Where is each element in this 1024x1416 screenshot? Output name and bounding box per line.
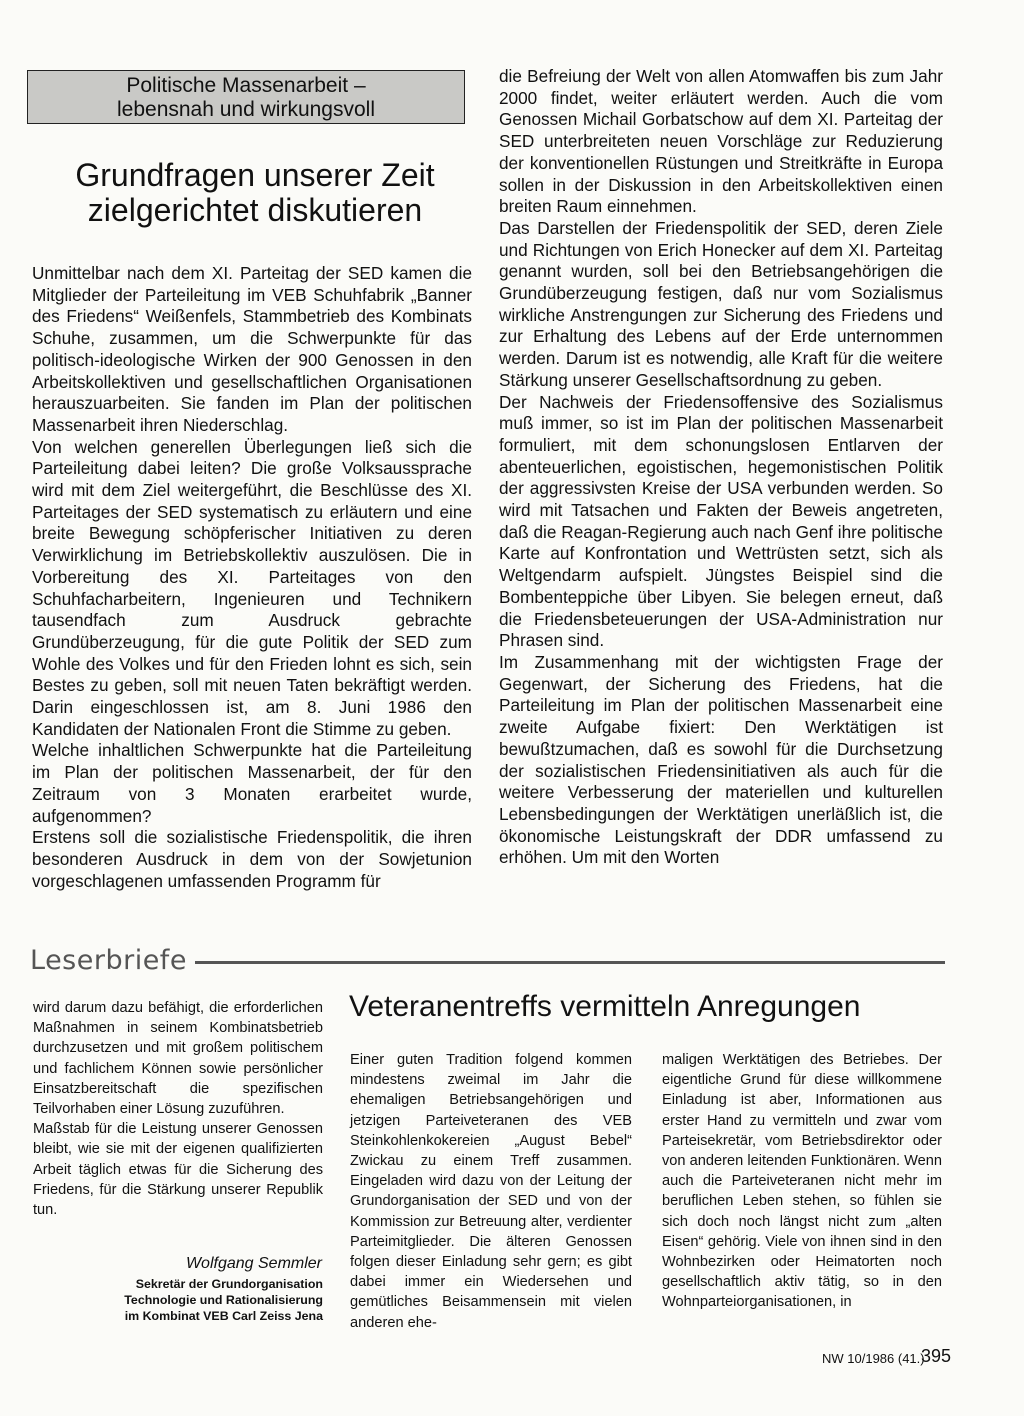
letter-paragraph: wird darum dazu befähigt, die erforderlichen Maßnahmen in seinem Kombinatsbetrieb durchzusetzen und mit großem politischem und fachlichem Können sowie persönlicher Einsatzbereitschaft die spezifischen Teilvorhaben einer Lösung zuzuführen.	[33, 1000, 323, 1118]
headline-line-2: zielgerichtet diskutieren	[87, 192, 423, 228]
article-paragraph: Welche inhaltlichen Schwerpunkte hat die Parteileitung im Plan der politischen Massenarbeit, der für den Zeitraum von 3 Monaten erarbeitet wurde, aufgenommen?	[32, 740, 472, 826]
article-paragraph: Von welchen generellen Überlegungen ließ sich die Parteileitung dabei leiten? Die große Volksaussprache wird mit dem Ziel weitergeführt, die Beschlüsse des XI. Parteitages der SED systematisch zu erläutern und eine breite Bewegung schöpferischer Initiativen zu deren Verwirklichung im Betriebskollektiv auszulösen. Die in Vorbereitung des XI. Parteitages von den Schuhfacharbeitern, Ingenieuren und Technikern tausendfach zum Ausdruck gebrachte Grundüberzeugung, für die gute Politik der SED zum Wohle des Volkes und für den Frieden lohnt es sich, sein Bestes zu geben, soll mit neuen Taten bekräftigt werden. Darin eingeschlossen ist, am 8. Juni 1986 den Kandidaten der Nationalen Front die Stimme zu geben.	[32, 436, 472, 739]
signer-title-line: Technologie und Rationalisierung	[124, 1293, 323, 1307]
kicker-line-2: lebensnah und wirkungsvoll	[117, 98, 375, 121]
veteran-paragraph: Einer guten Tradition folgend kommen mindestens zweimal im Jahr die ehemaligen Betriebsangehörigen und jetzigen Parteiveteranen des VEB Steinkohlenkokereien „August Bebel“ Zwickau zu einem Treff zusammen. Eingeladen wird dazu von der Leitung der Grundorganisation der SED und von der Kommission zur Betreuung alter, verdienter Parteimitglieder. Die älteren Genossen folgen dieser Einladung sehr gern; es gibt dabei immer ein Wiedersehen und gemütliches Beisammensein mit vielen anderen ehe-	[350, 1052, 632, 1331]
letter-signer-name: Wolfgang Semmler	[185, 1255, 322, 1272]
letter-body	[33, 998, 323, 1220]
section-rule	[190, 961, 945, 964]
kicker-box	[27, 70, 465, 124]
letter-signer-title	[90, 1276, 323, 1324]
section-header	[30, 946, 945, 976]
article-paragraph: die Befreiung der Welt von allen Atomwaffen bis zum Jahr 2000 findet, weiter erläutert werden. Auch die vom Genossen Michail Gorbatschow auf dem XI. Parteitag der SED unterbreiteten neuen Vorschläge zur Reduzierung der konventionellen Rüstungen und Streitkräfte in Europa sollen in der Diskussion in den Arbeitskollektiven einen breiten Raum einnehmen.	[499, 66, 943, 217]
signer-title-line: Sekretär der Grundorganisation	[135, 1277, 323, 1291]
kicker-line-1: Politische Massenarbeit –	[126, 74, 366, 97]
article-paragraph: Der Nachweis der Friedensoffensive des Sozialismus muß immer, so ist im Plan der politischen Massenarbeit formuliert, mit dem schonungslosen Entlarven der abenteuerlichen, egoistischen, hegemonistischen Politik der aggressivsten Kreise der USA verbunden werden. So wird mit Tatsachen und Fakten der Beweis angetreten, daß die Reagan-Regierung auch nach Genf ihre politische Karte auf Konfrontation und Wettrüsten setzt, sich als Weltgendarm aufspielt. Jüngstes Beispiel sind die Bombenteppiche über Libyen. Sie belegen erneut, daß die Friedensbeteuerungen der USA-Administration nur Phrasen sind.	[499, 391, 943, 651]
article-column-left	[32, 263, 472, 892]
article-paragraph: Im Zusammenhang mit der wichtigsten Frage der Gegenwart, der Sicherung des Friedens, hat die Parteileitung im Plan der politischen Massenarbeit eine zweite Aufgabe fixiert: Den Werktätigen ist bewußtzumachen, daß es sowohl für die Durchsetzung der sozialistischen Friedensinitiativen als auch für die weitere Verbesserung der materiellen und kulturellen Lebensbedingungen der Werktätigen unerläßlich ist, die ökonomische Leistungskraft der DDR umfassend zu erhöhen. Um mit den Worten	[499, 651, 943, 868]
headline-line-1: Grundfragen unserer Zeit	[75, 157, 435, 193]
veteran-headline: Veteranentreffs vermitteln Anregungen	[349, 990, 861, 1023]
article-paragraph: Das Darstellen der Friedenspolitik der SED, deren Ziele und Richtungen von Erich Honecker auf dem XI. Parteitag genannt wurden, soll bei den Betriebsangehörigen die Grundüberzeugung festigen, daß nur vom Sozialismus wirkliche Anstrengungen zur Sicherung des Friedens und zur Erhaltung des Lebens auf der Erde unternommen werden. Darum ist es notwendig, alle Kraft für die weitere Stärkung unserer Gesellschaftsordnung zu geben.	[499, 217, 943, 390]
article-headline	[27, 158, 483, 228]
signer-title-line: im Kombinat VEB Carl Zeiss Jena	[124, 1309, 323, 1323]
veteran-column-2	[662, 1050, 942, 1313]
veteran-column-1	[350, 1050, 632, 1333]
issue-number: NW 10/1986 (41.)	[822, 1351, 925, 1366]
article-paragraph: Unmittelbar nach dem XI. Parteitag der SED kamen die Mitglieder der Parteileitung im VEB Schuhfabrik „Banner des Friedens“ Weißenfels, Stammbetrieb des Kombinats Schuhe, zusammen, um die Schwerpunkte für das politisch-ideologische Wirken der 900 Genossen in den Arbeitskollektiven und gesellschaftlichen Organisationen herauszuarbeiten. Sie fanden im Plan der politischen Massenarbeit ihren Niederschlag.	[32, 263, 472, 435]
veteran-paragraph: maligen Werktätigen des Betriebes. Der eigentliche Grund für diese willkommene Einladung ist aber, Informationen aus erster Hand zu vermitteln und zwar vom Parteisekretär, vom Betriebsdirektor oder von anderen leitenden Funktionären. Wenn auch die Parteiveteranen nicht mehr im beruflichen Leben stehen, so fühlen sie sich doch noch längst nicht zum „alten Eisen“ gehörig. Viele von ihnen sind in den Wohnbezirken oder Heimatorten noch gesellschaftlich aktiv tätig, so in den Wohnparteiorganisationen, in	[662, 1052, 942, 1311]
article-column-right	[499, 66, 943, 869]
page-number: 395	[921, 1346, 952, 1366]
section-label: Leserbriefe	[30, 946, 195, 976]
letter-paragraph: Maßstab für die Leistung unserer Genossen bleibt, wie sie mit der eigenen qualifizierten Arbeit täglich etwas für die Sicherung des Friedens, für die Stärkung unserer Republik tun.	[33, 1121, 323, 1219]
article-paragraph: Erstens soll die sozialistische Friedenspolitik, die ihren besonderen Ausdruck in dem von der Sowjetunion vorgeschlagenen umfassenden Programm für	[32, 827, 472, 891]
